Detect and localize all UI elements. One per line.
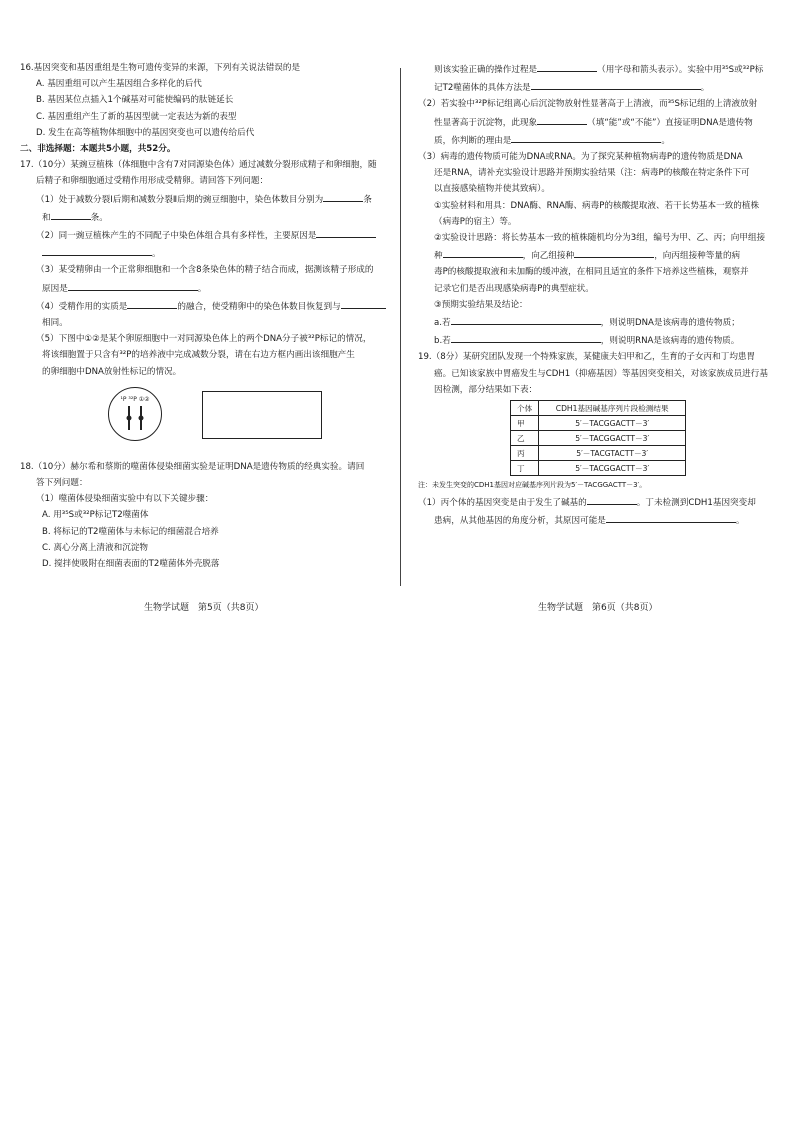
q18-expected-a-if: a.若: [434, 318, 451, 329]
q18-materials-1: ①实验材料和用具：DNA酶、RNA酶、病毒P的核酸提取液、若干长势基本一致的植株: [434, 200, 760, 211]
q18-design-1: ②实验设计思路：将长势基本一致的植株随机均分为3组，编号为甲、乙、丙；向甲组接: [434, 233, 766, 244]
q18-cont-2end: 。: [700, 83, 710, 94]
right-page-footer: 生物学试题 第6页（共8页）: [538, 603, 658, 613]
q19-stem-2: 癌。已知该家族中胃癌发生与CDH1（抑癌基因）等基因突变相关，对该家族成员进行基: [434, 368, 768, 379]
q17-sub4: [20, 299, 386, 314]
q18-expected-b-if: b.若: [434, 336, 451, 347]
answer-blank[interactable]: [316, 228, 376, 238]
answer-blank[interactable]: [451, 315, 601, 325]
answer-blank[interactable]: [606, 513, 736, 523]
table-row: [511, 461, 686, 476]
q17-sub3: （3）某受精卵由一个正常卵细胞和一个含8条染色体的精子结合而成，据测该精子形成的: [36, 265, 374, 276]
q17-sub3-reason: 原因是: [42, 283, 68, 294]
q18-cont-1: [418, 62, 780, 77]
q18-sub2-1: （2）若实验中³²P标记组离心后沉淀物放射性显著高于上清液，而³⁵S标记组的上清液放射: [418, 99, 758, 110]
drawing-answer-box[interactable]: [202, 391, 322, 439]
q18-cont-1a: 则该实验正确的操作过程是: [434, 65, 538, 75]
answer-blank[interactable]: [451, 333, 601, 343]
q16-option-c: C. 基因重组产生了新的基因型就一定表达为新的表型: [36, 111, 237, 122]
table-header-seq: CDH1基因碱基序列片段检测结果: [539, 401, 686, 416]
q17-sub5-2: 将该细胞置于只含有³²P的培养液中完成减数分裂，请在右边方框内画出该细胞产生: [42, 350, 355, 361]
q18-cont-2: [418, 80, 780, 95]
q17-sub1-text: （1）处于减数分裂Ⅰ后期和减数分裂Ⅱ后期的豌豆细胞中，染色体数目分别为: [36, 194, 324, 205]
oocyte-cell-figure: [108, 387, 162, 441]
answer-blank[interactable]: [68, 281, 198, 291]
answer-blank[interactable]: [341, 299, 386, 309]
q18-materials-2: （病毒P的宿主）等。: [434, 216, 517, 227]
q18-stem-1: 18.（10分）赫尔希和蔡斯的噬菌体侵染细菌实验是证明DNA是遗传物质的经典实验。请回: [20, 461, 365, 472]
q17-sub3-cont: [20, 281, 386, 296]
table-cell-seq: 5′－TACGGACTT－3′: [539, 461, 686, 476]
table-cell-person: 乙: [511, 431, 539, 446]
q17-sub1: [20, 192, 386, 207]
q18-step-d: D. 搅拌使吸附在细菌表面的T2噬菌体外壳脱落: [42, 559, 220, 570]
table-cell-person: 丁: [511, 461, 539, 476]
q18-step-a: A. 用³⁵S或³²P标记T2噬菌体: [42, 510, 149, 521]
answer-blank[interactable]: [531, 80, 701, 90]
table-row: [511, 431, 686, 446]
q16-option-a: A. 基因重组可以产生基因组合多样化的后代: [36, 79, 202, 90]
q18-sub3-1: （3）病毒的遗传物质可能为DNA或RNA。为了探究某种植物病毒P的遗传物质是DNA: [418, 152, 743, 163]
q19-sub1c: 患病，从其他基因的角度分析，其原因可能是: [434, 516, 606, 527]
q18-sub1: （1）噬菌体侵染细菌实验中有以下关键步骤：: [36, 494, 214, 505]
q19-sub1b: 。丁未检测到CDH1基因突变却: [636, 498, 756, 509]
q18-expected-b: [418, 333, 780, 348]
q18-design-2c: ，向丙组接种等量的病: [654, 251, 741, 262]
q17-sub1-unit2: 条。: [90, 212, 108, 223]
table-row: [511, 416, 686, 431]
q18-expected: ③预期实验结果及结论：: [434, 299, 528, 310]
answer-blank[interactable]: [42, 246, 152, 256]
table-cell-person: 丙: [511, 446, 539, 461]
table-cell-seq: 5′－TACGTACTT－3′: [539, 446, 686, 461]
table-cell-seq: 5′－TACGGACTT－3′: [539, 416, 686, 431]
table-cell-seq: 5′－TACGGACTT－3′: [539, 431, 686, 446]
q16-option-d: D. 发生在高等植物体细胞中的基因突变也可以遗传给后代: [36, 127, 255, 138]
q17-sub3-end: 。: [197, 283, 207, 294]
q19-sub1a: （1）丙个体的基因突变是由于发生了碱基的: [418, 498, 587, 509]
q18-sub3-3: 以直接感染植物并使其致病）。: [434, 184, 551, 195]
q17-stem-2: 后精子和卵细胞通过受精作用形成受精卵。请回答下列问题：: [36, 176, 269, 187]
answer-blank[interactable]: [127, 299, 177, 309]
q18-step-c: C. 离心分离上清液和沉淀物: [42, 542, 148, 553]
section-heading: 二、非选择题：本题共5小题，共52分。: [20, 144, 176, 155]
q19-sub1-cont: [418, 513, 780, 528]
answer-blank[interactable]: [51, 210, 91, 220]
q18-sub2-2a: 性显著高于沉淀物，此现象: [434, 117, 538, 128]
q16-stem: 16.基因突变和基因重组是生物可遗传变异的来源，下列有关说法错误的是: [20, 63, 301, 73]
q17-sub5-3: 的卵细胞中DNA放射性标记的情况。: [42, 366, 182, 377]
q16-option-b: B. 基因某位点插入1个碱基对可能使编码的肽链延长: [36, 95, 234, 106]
answer-blank[interactable]: [511, 133, 661, 143]
q18-design-2: [418, 248, 780, 263]
q17-sub1-and: 和: [42, 212, 51, 223]
q19-table-note: 注：未发生突变的CDH1基因对应碱基序列片段为5′－TACGGACTT－3′。: [418, 481, 647, 490]
q18-cont-2a: 记T2噬菌体的具体方法是: [434, 83, 531, 94]
q19-sub1: [418, 495, 780, 510]
q19-sub1end: 。: [735, 516, 745, 527]
q18-sub2-3: [418, 133, 780, 148]
q17-sub2: [20, 228, 386, 243]
q17-sub5-1: （5）下图中①②是某个卵原细胞中一对同源染色体上的两个DNA分子被³²P标记的情况，: [36, 334, 372, 345]
q18-design-2a: 种: [434, 251, 443, 262]
q18-cont-1b: （用字母和箭头表示）。实验中用³⁵S或³²P标: [597, 65, 764, 75]
answer-blank[interactable]: [574, 248, 654, 258]
answer-blank[interactable]: [587, 495, 637, 505]
q18-design-3: 毒P的核酸提取液和未加酶的缓冲液，在相同且适宜的条件下培养这些植株，观察并: [434, 267, 749, 278]
q17-sub1-cont: [20, 210, 386, 225]
q17-sub4-text: （4）受精作用的实质是: [36, 301, 128, 312]
q17-sub4-cont: 相同。: [42, 318, 68, 329]
table-header-row: [511, 401, 686, 416]
q18-expected-a-end: ，则说明DNA是该病毒的遗传物质；: [600, 318, 740, 329]
q17-sub1-unit: 条: [363, 194, 372, 205]
q18-expected-a: [418, 315, 780, 330]
q19-stem-3: 因检测，部分结果如下表：: [434, 384, 538, 395]
q17-sub2-text: （2）同一豌豆植株产生的不同配子中染色体组合具有多样性，主要原因是: [36, 231, 317, 242]
q17-figure: [20, 383, 386, 453]
q18-step-b: B. 将标记的T2噬菌体与未标记的细菌混合培养: [42, 526, 219, 537]
answer-blank[interactable]: [537, 115, 587, 125]
q18-sub3-2: 还是RNA，请补充实验设计思路并预期实验结果（注：病毒P的核酸在特定条件下可: [434, 168, 750, 179]
q17-sub4-mid: 的融合，使受精卵中的染色体数目恢复到与: [177, 301, 341, 312]
q18-stem-2: 答下列问题：: [36, 478, 88, 489]
q18-design-2b: ，向乙组接种: [522, 251, 575, 262]
right-page: [418, 62, 780, 531]
q18-sub2-2b: （填“能”或“不能”）直接证明DNA是遗传物: [587, 117, 753, 128]
page-divider: [400, 68, 401, 586]
q18-sub2-2: [418, 115, 780, 130]
left-page-footer: 生物学试题 第5页（共8页）: [144, 603, 264, 613]
q19-stem-1: 19.（8分）某研究团队发现一个特殊家族，某健康夫妇甲和乙，生育的子女丙和丁均患胃: [418, 352, 756, 363]
q18-expected-b-end: ，则说明RNA是该病毒的遗传物质。: [600, 336, 740, 347]
answer-blank[interactable]: [323, 192, 363, 202]
figure-label: ¹P ³²P ①②: [120, 395, 150, 403]
answer-blank[interactable]: [443, 248, 523, 258]
chromosome-figure: [109, 388, 161, 440]
q18-sub2-3end: 。: [661, 135, 670, 146]
q18-sub2-3a: 质，你判断的理由是: [434, 135, 512, 146]
q17-sub2-cont: [20, 246, 386, 261]
q17-stem-1: 17.（10分）某豌豆植株（体细胞中含有7对同源染色体）通过减数分裂形成精子和卵细胞，随: [20, 160, 377, 171]
left-page: [20, 62, 386, 574]
table-row: [511, 446, 686, 461]
table-cell-person: 甲: [511, 416, 539, 431]
cdh1-sequence-table: [510, 400, 686, 476]
answer-blank[interactable]: [537, 62, 597, 72]
table-header-person: 个体: [511, 401, 539, 416]
q17-sub2-end: 。: [152, 249, 161, 260]
q18-design-4: 记录它们是否出现感染病毒P的典型症状。: [434, 283, 594, 294]
